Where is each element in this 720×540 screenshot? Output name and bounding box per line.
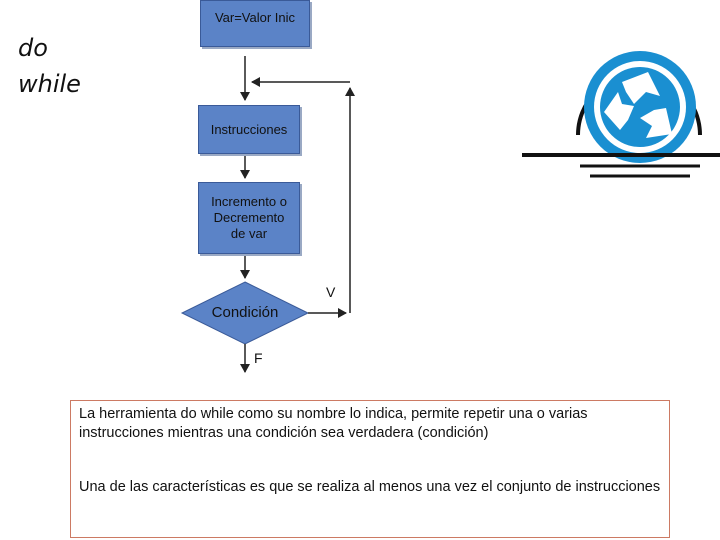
condition-label: Condición (211, 304, 279, 321)
increment-box-line-3: de var (230, 226, 268, 241)
description-textbox (70, 400, 670, 538)
title-line-1: do (18, 34, 48, 62)
description-paragraph-1: La herramienta do while como su nombre lo indica, permite repetir una o varias instrucciones mientras una condición sea verdadera (condición) (79, 406, 588, 441)
recycle-icon (522, 51, 720, 176)
true-label: V (326, 284, 336, 300)
init-box-label: Var=Valor Inic (214, 10, 296, 25)
increment-box-line-2: Decremento (213, 210, 285, 225)
init-box (200, 0, 310, 47)
false-label: F (254, 350, 263, 366)
instructions-box (198, 105, 300, 154)
description-paragraph-2: Una de las características es que se realiza al menos una vez el conjunto de instrucciones (79, 479, 661, 495)
increment-box-line-1: Incremento o (211, 194, 287, 209)
increment-box (198, 182, 300, 254)
instructions-box-label: Instrucciones (210, 121, 288, 137)
title-line-2: while (18, 70, 81, 98)
